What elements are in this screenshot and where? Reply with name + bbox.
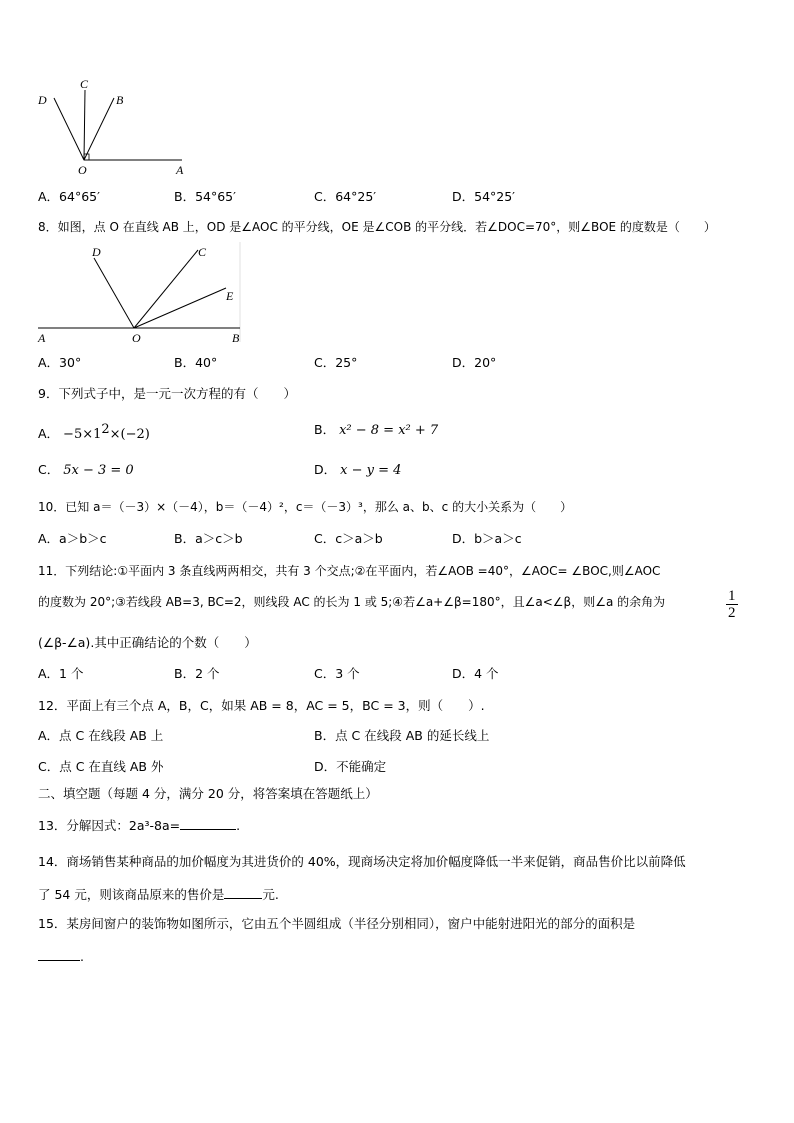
q10-option-d[interactable]: D．b＞a＞c xyxy=(452,531,522,546)
q11-option-c[interactable]: C．3 个 xyxy=(314,666,360,681)
q7-option-d[interactable]: D．54°25′ xyxy=(452,189,516,204)
q12-option-d[interactable]: D．不能确定 xyxy=(314,759,387,774)
q7-label-d: D xyxy=(38,93,47,107)
q11-line2 xyxy=(38,594,665,610)
q7-option-a[interactable]: A．64°65′ xyxy=(38,189,100,204)
q9-option-d-expr: x − y = 4 xyxy=(340,463,402,478)
q7-label-a: A xyxy=(176,163,184,176)
q9-option-b[interactable] xyxy=(314,422,438,439)
q11-fraction-numerator: 1 xyxy=(728,588,736,604)
q9-option-b-prefix: B． xyxy=(314,422,336,437)
q12-option-a[interactable]: A．点 C 在线段 AB 上 xyxy=(38,728,164,743)
q7-figure xyxy=(34,76,194,176)
q8-stem: 8．如图，点 O 在直线 AB 上，OD 是∠AOC 的平分线，OE 是∠COB 的平分线．若∠DOC=70°，则∠BOE 的度数是（ ） xyxy=(38,220,716,234)
q14-unit: 元. xyxy=(262,887,279,902)
q7-option-b[interactable]: B．54°65′ xyxy=(174,189,236,204)
q8-label-o: O xyxy=(132,331,141,345)
q11-fraction-denominator: 2 xyxy=(728,605,736,621)
q8-label-a: A xyxy=(38,331,46,345)
q10-stem: 10．已知 a＝（－3）×（－4），b＝（－4）²，c＝（－3）³，那么 a、b、c 的大小关系为（ ） xyxy=(38,500,573,514)
q10-option-a[interactable]: A．a＞b＞c xyxy=(38,531,107,546)
q14-line1: 14．商场销售某种商品的加价幅度为其进货价的 40%，现商场决定将加价幅度降低一半来促销，商品售价比以前降低 xyxy=(38,854,686,869)
q8-label-d: D xyxy=(92,245,101,259)
q8-option-b[interactable]: B．40° xyxy=(174,355,218,370)
q9-option-c-expr: 5x − 3 = 0 xyxy=(63,463,134,478)
q12-option-c[interactable]: C．点 C 在直线 AB 外 xyxy=(38,759,164,774)
q9-option-a-sup: 2 xyxy=(101,422,110,437)
q15-line1: 15．某房间窗户的装饰物如图所示，它由五个半圆组成（半径分别相同），窗户中能射进阳光的部分的面积是 xyxy=(38,916,636,931)
q9-option-a-tail: ×(−2) xyxy=(109,427,150,443)
q9-stem: 9．下列式子中，是一元一次方程的有（ ） xyxy=(38,386,296,401)
q9-option-c-prefix: C． xyxy=(38,462,60,477)
q12-stem: 12．平面上有三个点 A，B，C，如果 AB = 8，AC = 5，BC = 3，则（ ）. xyxy=(38,698,485,713)
q14-line2 xyxy=(38,886,279,903)
q8-label-e: E xyxy=(226,289,234,303)
q10-option-b[interactable]: B．a＞c＞b xyxy=(174,531,243,546)
q8-option-c[interactable]: C．25° xyxy=(314,355,358,370)
q15-line2 xyxy=(38,948,84,965)
q8-figure xyxy=(34,242,244,346)
q9-option-d-prefix: D． xyxy=(314,462,337,477)
q7-label-c: C xyxy=(80,77,89,91)
q13-answer-blank[interactable] xyxy=(180,817,236,830)
q9-option-c[interactable] xyxy=(38,462,134,479)
q9-option-a[interactable] xyxy=(38,422,150,443)
q13-end: . xyxy=(236,818,241,833)
q8-option-a[interactable]: A．30° xyxy=(38,355,82,370)
q11-line2-text: 的度数为 20°;③若线段 AB=3, BC=2，则线段 AC 的长为 1 或 5;④若∠a+∠β=180°，且∠a<∠β，则∠a 的余角为 xyxy=(38,595,666,609)
q11-line1: 11．下列结论:①平面内 3 条直线两两相交，共有 3 个交点;②在平面内，若∠AOB =40°，∠AOC= ∠BOC,则∠AOC xyxy=(38,564,661,578)
q11-fraction xyxy=(726,588,738,621)
q11-option-d[interactable]: D．4 个 xyxy=(452,666,499,681)
q9-option-a-expr: −5×1 xyxy=(63,427,102,443)
q8-option-d[interactable]: D．20° xyxy=(452,355,497,370)
q11-line3: (∠β-∠a).其中正确结论的个数（ ） xyxy=(38,635,257,650)
section-heading: 二、填空题（每题 4 分，满分 20 分，将答案填在答题纸上） xyxy=(38,786,378,801)
q14-line2-text: 了 54 元，则该商品原来的售价是 xyxy=(38,887,225,902)
q11-option-a[interactable]: A．1 个 xyxy=(38,666,84,681)
q13-stem: 13．分解因式：2a³-8a= xyxy=(38,818,181,833)
q11-option-b[interactable]: B．2 个 xyxy=(174,666,220,681)
q12-option-b[interactable]: B．点 C 在线段 AB 的延长线上 xyxy=(314,728,490,743)
q15-end: . xyxy=(80,949,84,964)
q9-option-d[interactable] xyxy=(314,462,401,479)
q7-label-b: B xyxy=(116,93,124,107)
q9-option-a-prefix: A． xyxy=(38,426,60,442)
q13 xyxy=(38,817,240,834)
q8-label-b: B xyxy=(232,331,240,345)
q10-option-c[interactable]: C．c＞a＞b xyxy=(314,531,383,546)
q7-label-o: O xyxy=(78,163,87,176)
q7-option-c[interactable]: C．64°25′ xyxy=(314,189,377,204)
q15-answer-blank[interactable] xyxy=(38,948,80,961)
q8-label-c: C xyxy=(198,245,207,259)
q9-option-b-expr: x² − 8 = x² + 7 xyxy=(339,423,439,438)
q14-answer-blank[interactable] xyxy=(224,886,262,899)
